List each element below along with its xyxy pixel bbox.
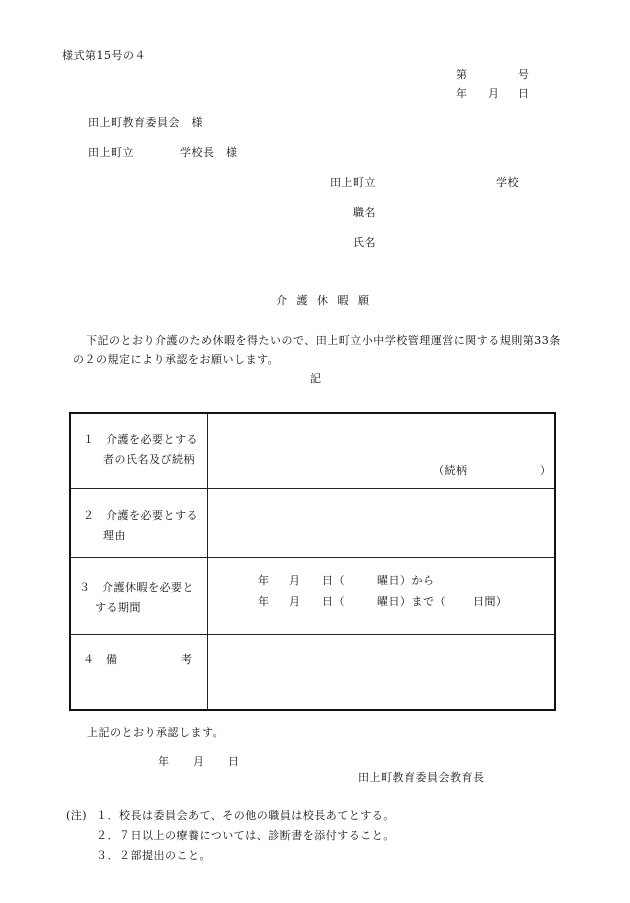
row4-label-right: 考 (181, 653, 193, 666)
doc-number-prefix: 第 (456, 68, 468, 81)
note-3: ３．２部提出のこと。 (96, 849, 211, 862)
recipient-board: 田上町教育委員会 様 (88, 116, 203, 129)
approval-date-year: 年 (158, 755, 170, 768)
period-days: 日間） (473, 595, 508, 608)
table-row-remarks (71, 634, 554, 709)
approval-date-day: 日 (228, 755, 240, 768)
applicant-position-label: 職名 (353, 206, 376, 219)
row-label-cell (71, 634, 208, 709)
form-number: 様式第15号の４ (62, 49, 146, 62)
note-2: ２．７日以上の療養については、診断書を添付すること。 (96, 829, 395, 842)
recipient-principal: 学校長 様 (180, 146, 238, 159)
row2-label-line2: 理由 (103, 529, 126, 542)
applicant-school-suffix: 学校 (496, 176, 519, 189)
applicant-name-label: 氏名 (353, 236, 376, 249)
row-label-cell (71, 557, 208, 634)
row1-label-line1: １ 介護を必要とする (83, 433, 198, 446)
applicant-school-prefix: 田上町立 (330, 176, 376, 189)
row-label-cell (71, 488, 208, 557)
doc-number-suffix: 号 (518, 68, 530, 81)
period-to-day: 日（ (322, 595, 345, 608)
body-line-2: の２の規定により承認をお願いします。 (73, 353, 280, 366)
table-row-period (71, 557, 554, 635)
relation-open: （続柄 (433, 464, 468, 477)
approval-text: 上記のとおり承認します。 (87, 726, 225, 739)
period-from-day: 日（ (322, 574, 345, 587)
period-from-year: 年 (258, 574, 270, 587)
row2-label-line1: ２ 介護を必要とする (83, 509, 198, 522)
table-row-caree (71, 414, 554, 489)
period-to-month: 月 (289, 595, 301, 608)
approval-date-month: 月 (193, 755, 205, 768)
body-line-1: 下記のとおり介護のため休暇を得たいので、田上町立小中学校管理運営に関する規則第33条 (86, 334, 561, 347)
approval-signer: 田上町教育委員会教育長 (358, 771, 485, 784)
row3-label-line2: する期間 (95, 601, 141, 614)
period-to-weekday: 曜日）まで（ (377, 595, 446, 608)
doc-date-year: 年 (456, 87, 468, 100)
row1-label-line2: 者の氏名及び続柄 (103, 453, 195, 466)
period-from-weekday: 曜日）から (377, 574, 435, 587)
ki-heading: 記 (310, 372, 322, 385)
notes-prefix: (注) (66, 809, 88, 822)
leave-request-table (69, 412, 556, 711)
note-1: １．校長は委員会あて、その他の職員は校長あてとする。 (96, 809, 395, 822)
row4-label-left: ４ 備 (83, 653, 118, 666)
table-row-reason (71, 488, 554, 558)
doc-date-month: 月 (488, 87, 500, 100)
period-from-month: 月 (289, 574, 301, 587)
row3-label-line1: ３ 介護休暇を必要と (79, 581, 194, 594)
doc-date-day: 日 (518, 87, 530, 100)
row-label-cell (71, 414, 208, 488)
document-title: 介 護 休 暇 願 (276, 294, 372, 307)
recipient-school-prefix: 田上町立 (88, 146, 134, 159)
period-to-year: 年 (258, 595, 270, 608)
relation-close: ） (540, 464, 552, 477)
